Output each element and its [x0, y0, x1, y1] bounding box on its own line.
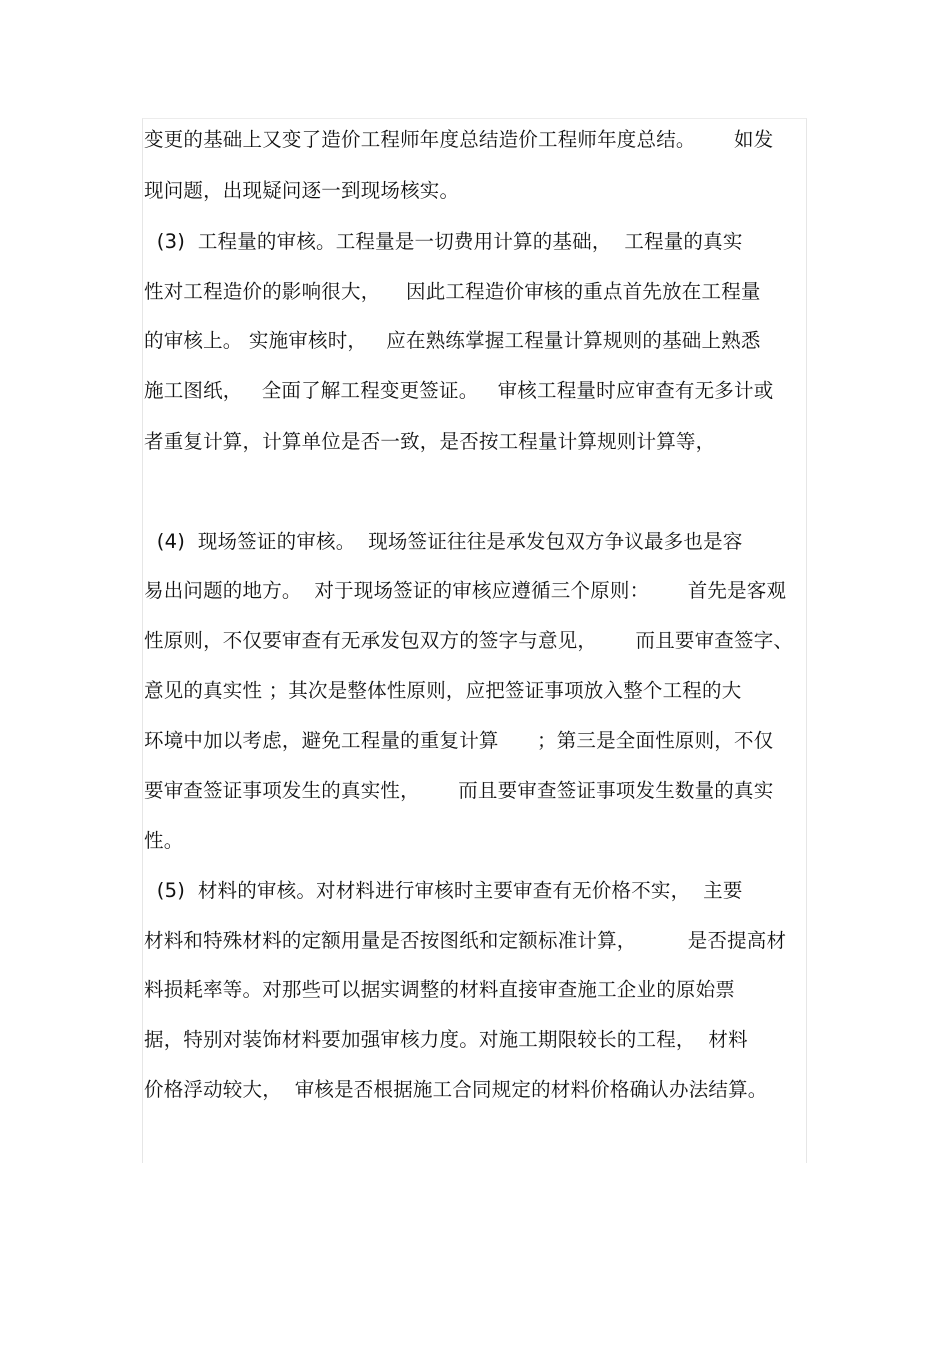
text-line: 意见的真实性 ；其次是整体性原则，应把签证事项放入整个工程的大	[144, 679, 742, 702]
text-line: 施工图纸， 全面了解工程变更签证。 审核工程量时应审查有无多计或	[144, 379, 774, 402]
text-line: 性原则，不仅要审查有无承发包双方的签字与意见， 而且要审查签字、	[144, 629, 794, 652]
text-line: 者重复计算，计算单位是否一致，是否按工程量计算规则计算等，	[144, 430, 716, 453]
text-line: 材料和特殊材料的定额用量是否按图纸和定额标准计算， 是否提高材	[144, 929, 787, 952]
text-line: 环境中加以考虑，避免工程量的重复计算 ；第三是全面性原则，不仅	[144, 729, 774, 752]
text-line: (5) 材料的审核。对材料进行审核时主要审查有无价格不实， 主要	[144, 879, 743, 902]
text-line: 据，特别对装饰材料要加强审核力度。对施工期限较长的工程， 材料	[144, 1028, 748, 1051]
text-line: 现问题，出现疑问逐一到现场核实。	[144, 179, 460, 202]
text-line: 价格浮动较大， 审核是否根据施工合同规定的材料价格确认办法结算。	[144, 1078, 768, 1101]
text-line: 变更的基础上又变了造价工程师年度总结造价工程师年度总结。 如发	[144, 128, 774, 151]
text-line: 性。	[144, 829, 184, 852]
text-line: (4) 现场签证的审核。 现场签证往往是承发包双方争议最多也是容	[144, 530, 743, 553]
text-line: 要审查签证事项发生的真实性， 而且要审查签证事项发生数量的真实	[144, 779, 774, 802]
text-line: 性对工程造价的影响很大， 因此工程造价审核的重点首先放在工程量	[144, 280, 761, 303]
text-line: 易出问题的地方。 对于现场签证的审核应遵循三个原则： 首先是客观	[144, 579, 787, 602]
text-line: (3) 工程量的审核。工程量是一切费用计算的基础， 工程量的真实	[144, 230, 743, 253]
text-line: 的审核上。 实施审核时， 应在熟练掌握工程量计算规则的基础上熟悉	[144, 329, 761, 352]
text-line: 料损耗率等。对那些可以据实调整的材料直接审查施工企业的原始票	[144, 978, 736, 1001]
